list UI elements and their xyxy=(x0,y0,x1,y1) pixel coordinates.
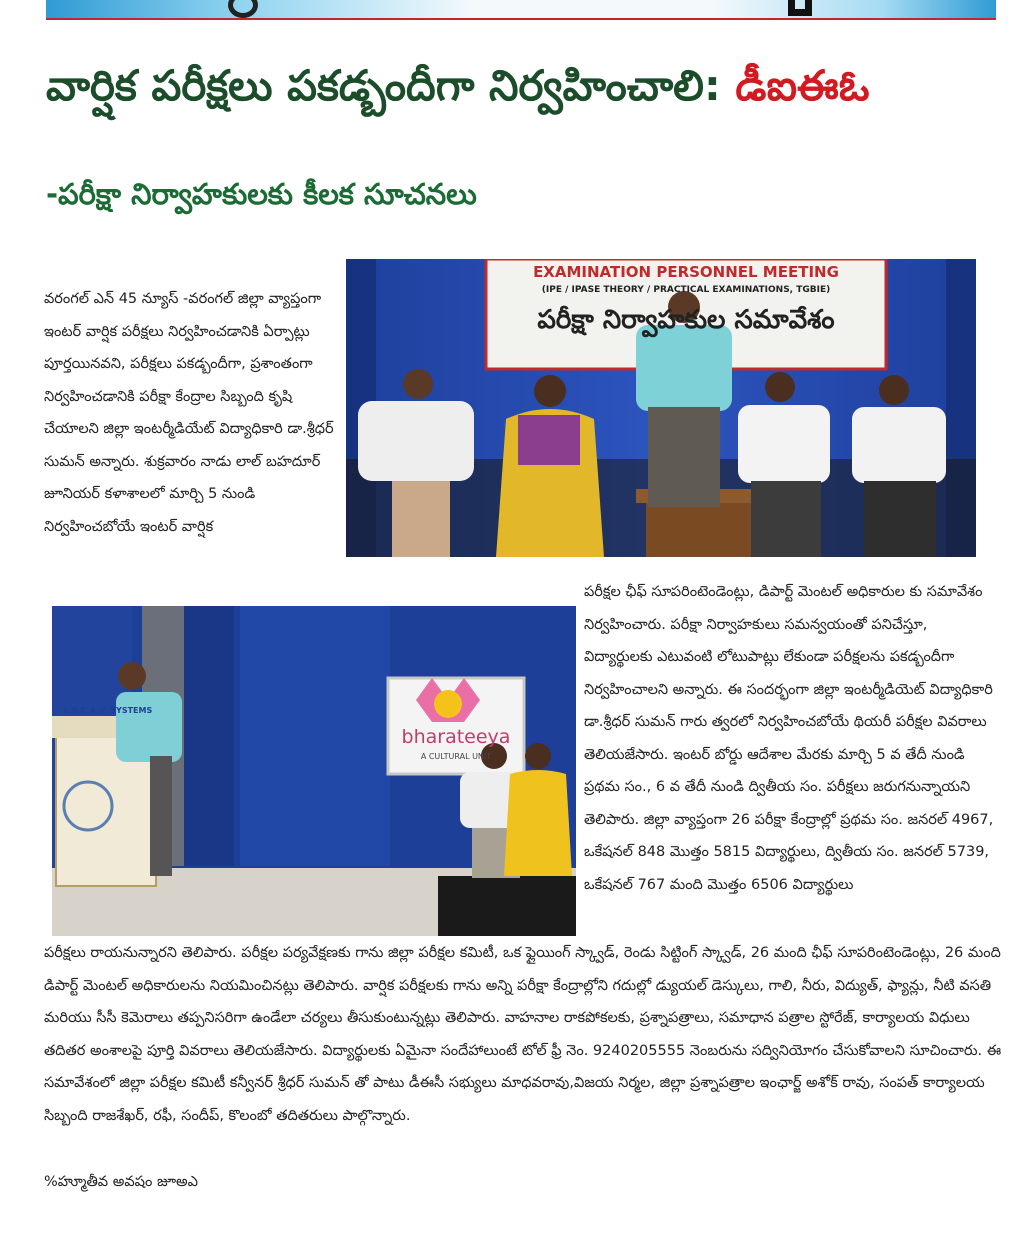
article-paragraph: పరీక్షల ఛీఫ్ సూపరింటెండెంట్లు, డిపార్ట్ మెంటల్ అధికారుల కు సమావేశం నిర్వహించారు. పరీక్షా నిర్వాహకులు సమన్వయంతో పనిచేస్తూ, విద్యార్థులకు ఎటువంటి లోటుపాట్లు లేకుండా పరీక్షలను పకడ్బందీగా నిర్వహించాలని అన్నారు. ఈ సందర్భంగా జిల్లా ఇంటర్మీడియెట్ విద్యాధికారి డా.శ్రీధర్ సుమన్ గారు త్వరలో నిర్వహించబోయే థియరీ పరీక్షల వివరాలు తెలియజేసారు. ఇంటర్ బోర్డు ఆదేశాల మేరకు మార్చి 5 వ తేదీ నుండి ప్రథమ సం., 6 వ తేదీ నుండి ద్వితీయ సం. పరీక్షలు జరుగనున్నాయని తెలిపారు. జిల్లా వ్యాప్తంగా 26 పరీక్షా కేంద్రాల్లో ప్రథమ సం. జనరల్ 4967, ఒకేషనల్ 848 మొత్తం 5815 విద్యార్థులు, ద్వితీయ సం. జనరల్ 5739, ఒకేషనల్ 767 మంది మొత్తం 6506 విద్యార్థులు xyxy=(584,584,994,893)
masthead-banner xyxy=(46,0,996,20)
podium-speech-illustration xyxy=(52,606,576,936)
podium-label: L.B.C.A.V. SYSTEMS xyxy=(63,706,153,715)
masthead-logo-right xyxy=(788,0,812,16)
banner-title-en: EXAMINATION PERSONNEL MEETING xyxy=(533,263,839,281)
article-paragraph: పరీక్షలు రాయనున్నారని తెలిపారు. పరీక్షల పర్యవేక్షణకు గాను జిల్లా పరీక్షల కమిటీ, ఒక ఫ్లైయింగ్ స్క్వాడ్, రెండు సిట్టింగ్ స్క్వాడ్, 26 మంది ఛీఫ్ సూపరింటెండెంట్లు, 26 మంది డిపార్ట్ మెంటల్ అధికారులను నియమించినట్లు తెలిపారు. వార్షిక పరీక్షలకు గాను అన్ని పరీక్షా కేంద్రాల్లోని గదుల్లో డ్యుయల్ డెస్కులు, గాలి, నీరు, విద్యుత్, ఫ్యాన్లు, నీటి వసతి మరియు సీసీ కెమెరాలు తప్పనిసరిగా ఉండేలా చర్యలు తీసుకుంటున్నట్లు తెలిపారు. వాహనాల రాకపోకలకు, ప్రశ్నాపత్రాలు, సమాధాన పత్రాల స్టోరేజ్, కార్యాలయ విధులు తదితర అంశాలపై పూర్తి వివరాలు తెలియజేసారు. విద్యార్థులకు ఏమైనా సందేహాలుంటే టోల్ ఫ్రీ నెం. 9240205555 నెంబరును సద్వినియోగం చేసుకోవాలని సూచించారు. ఈ సమావేశంలో జిల్లా పరీక్షల కమిటీ కన్వీనర్ శ్రీధర్ సుమన్ తో పాటు డీఈసీ సభ్యులు మాధవరావు,విజయ నిర్మల, జిల్లా ప్రశ్నాపత్రాల ఇంఛార్జ్ అశోక్ రావు, సంపత్ కార్యాలయ సిబ్బంది రాజశేఖర్, రఫీ, సందీప్, కొలంబో తదితరులు పాల్గొన్నారు. xyxy=(44,945,1002,1124)
article-full-width xyxy=(44,937,1004,1132)
banner-title-te: పరీక్షా నిర్వాహకుల సమావేశం xyxy=(537,305,835,335)
meeting-dais-illustration xyxy=(346,259,976,557)
banner-subtitle-en: (IPE / IPASE THEORY / PRACTICAL EXAMINATIONS, TGBIE) xyxy=(541,285,831,295)
headline xyxy=(46,56,1006,116)
subheadline: -పరీక్షా నిర్వాహకులకు కీలక సూచనలు xyxy=(46,177,477,211)
stage-sign-text: bharateeya xyxy=(401,726,511,748)
stage-sign-subtext: A CULTURAL UNIT xyxy=(420,752,492,761)
podium-speech-photo xyxy=(52,606,576,936)
article-column-1 xyxy=(44,283,336,543)
headline-accent: డీఐఈఓ xyxy=(735,61,870,110)
article-column-2 xyxy=(584,576,999,901)
meeting-dais-photo xyxy=(346,259,976,557)
article-paragraph: వరంగల్ ఎన్ 45 న్యూస్ -వరంగల్ జిల్లా వ్యాప్తంగా ఇంటర్ వార్షిక పరీక్షలు నిర్వహించడానికి ఏర్పాట్లు పూర్తయినవని, పరీక్షలు పకడ్బందీగా, ప్రశాంతంగా నిర్వహించడానికి పరీక్షా కేంద్రాల సిబ్బంది కృషి చేయాలని జిల్లా ఇంటర్మీడియేట్ విద్యాధికారి డా.శ్రీధర్ సుమన్ అన్నారు. శుక్రవారం నాడు లాల్ బహదూర్ జూనియర్ కళాశాలలో మార్చి 5 నుండి నిర్వహించబోయే ఇంటర్ వార్షిక xyxy=(44,291,334,535)
footer-note: %హ్మూతీవ అవషం జూఅఎ xyxy=(44,1174,198,1190)
headline-main: వార్షిక పరీక్షలు పకడ్బందీగా నిర్వహించాలి: xyxy=(46,61,736,110)
masthead-logo-left xyxy=(228,0,258,18)
